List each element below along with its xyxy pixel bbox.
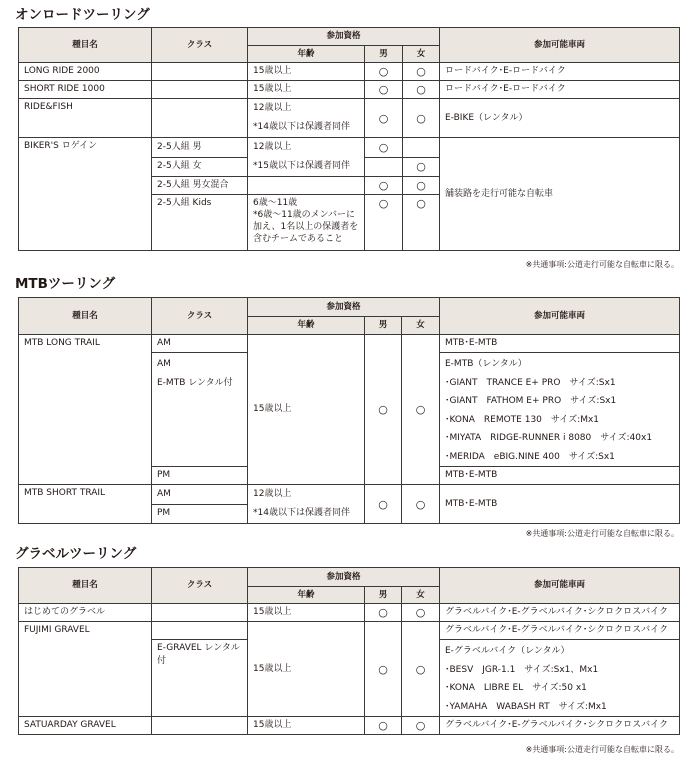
header-male: 男 [365,587,402,604]
table-row [19,604,680,622]
age-cell: 15歳以上 [248,335,365,485]
table-row [19,485,680,505]
male-mark: ○ [365,717,402,735]
class-cell: 2-5人組 男女混合 [152,177,248,195]
header-event: 種目名 [19,28,152,63]
class-cell [152,353,248,467]
female-mark: ○ [403,63,440,81]
age-line: 12歳以上 [253,142,292,152]
age-note: *15歳以下は保護者同伴 [253,161,350,171]
header-age: 年齢 [248,317,365,335]
gravel-table [18,567,680,735]
age-note: *14歳以下は保護者同伴 [253,508,350,518]
header-qualification: 参加資格 [248,28,440,46]
header-male: 男 [365,317,402,335]
header-class: クラス [152,298,248,335]
class-line: AM [157,359,171,369]
vehicle-cell: グラベルバイク･E-グラベルバイク･シクロクロスバイク [440,622,680,640]
vehicle-cell: ロードバイク･E-ロードバイク [440,81,680,99]
female-mark: ○ [402,335,440,485]
section-title-onroad: オンロードツーリング [15,7,150,23]
age-line: 12歳以上 [253,489,292,499]
header-class: クラス [152,28,248,63]
event-name: SHORT RIDE 1000 [19,81,152,99]
event-name: LONG RIDE 2000 [19,63,152,81]
vehicle-line: ･KONA LIBRE EL サイズ:50 x1 [445,683,587,693]
female-mark: ○ [402,717,440,735]
header-age: 年齢 [248,587,365,604]
header-age: 年齢 [248,46,365,63]
female-mark: ○ [403,81,440,99]
female-mark: ○ [402,604,440,622]
header-vehicles: 参加可能車両 [440,298,680,335]
vehicle-line: ･GIANT TRANCE E+ PRO サイズ:Sx1 [445,377,616,388]
event-name: BIKER'S ロゲイン [19,138,152,251]
female-mark: ○ [403,177,440,195]
class-cell: 2-5人組 女 [152,157,248,177]
male-mark: ○ [365,622,402,717]
section-title-mtb: MTBツーリング [15,276,116,292]
note-onroad: ※共通事項:公道走行可能な自転車に限る。 [525,260,679,269]
vehicle-line: ･BESV JGR-1.1 サイズ:Sx1、Mx1 [445,664,599,675]
vehicle-line: ･MIYATA RIDGE-RUNNER i 8080 サイズ:40x1 [445,433,653,443]
header-male: 男 [365,46,403,63]
header-class: クラス [152,568,248,604]
table-row [19,138,680,158]
table-row [19,717,680,735]
table-row [19,99,680,138]
header-female: 女 [403,46,440,63]
male-mark: ○ [365,335,402,485]
female-mark: ○ [403,99,440,138]
event-name: FUJIMI GRAVEL [19,622,152,717]
class-cell: PM [152,467,248,485]
age-note: *6歳～11歳のメンバーに [253,210,356,220]
table-row [19,622,680,640]
vehicle-cell: MTB･E-MTB [440,335,680,353]
note-mtb: ※共通事項:公道走行可能な自転車に限る。 [525,529,679,538]
header-vehicles: 参加可能車両 [440,28,680,63]
header-qualification: 参加資格 [248,568,440,587]
age-cell [248,177,365,195]
class-cell: 2-5人組 男 [152,138,248,158]
class-cell: AM [152,485,248,505]
age-note: 含むチームであること [253,234,344,244]
vehicle-cell: E-BIKE（レンタル） [440,99,680,138]
male-mark: ○ [365,81,403,99]
male-mark: ○ [365,63,403,81]
age-note: *14歳以下は保護者同伴 [253,122,350,132]
vehicle-line: E-グラベルバイク（レンタル） [445,646,570,656]
age-cell [248,138,365,177]
age-cell: 15歳以上 [248,717,365,735]
class-cell: AM [152,335,248,353]
onroad-table [18,27,680,251]
age-cell: 15歳以上 [248,604,365,622]
age-cell: 15歳以上 [248,63,365,81]
class-cell [152,99,248,138]
vehicle-line: ･KONA REMOTE 130 サイズ:Mx1 [445,414,600,425]
vehicle-line: ･YAMAHA WABASH RT サイズ:Mx1 [445,701,607,712]
table-row [19,81,680,99]
male-mark: ○ [365,99,403,138]
vehicle-cell: グラベルバイク･E-グラベルバイク･シクロクロスバイク [440,604,680,622]
header-vehicles: 参加可能車両 [440,568,680,604]
class-cell: E-GRAVEL レンタル付 [152,640,248,717]
female-mark: ○ [402,485,440,524]
male-mark [365,157,403,177]
class-cell: 2-5人組 Kids [152,195,248,251]
section-title-gravel: グラベルツーリング [15,546,137,562]
age-line: 12歳以上 [253,103,292,113]
age-cell [248,195,365,251]
vehicle-line: ･GIANT FATHOM E+ PRO サイズ:Sx1 [445,396,617,406]
class-cell [152,63,248,81]
table-row [19,335,680,353]
male-mark: ○ [365,604,402,622]
male-mark: ○ [365,138,403,158]
event-name: SATUARDAY GRAVEL [19,717,152,735]
vehicle-cell: ロードバイク･E-ロードバイク [440,63,680,81]
vehicle-cell: グラベルバイク･E-グラベルバイク･シクロクロスバイク [440,717,680,735]
class-cell [152,604,248,622]
male-mark: ○ [365,195,403,251]
age-cell [248,485,365,524]
vehicle-cell [440,640,680,717]
age-cell [248,99,365,138]
class-cell [152,622,248,640]
table-row [19,63,680,81]
class-cell [152,81,248,99]
class-cell: PM [152,504,248,524]
mtb-table [18,297,680,524]
class-cell [152,717,248,735]
note-gravel: ※共通事項:公道走行可能な自転車に限る。 [525,745,679,754]
header-female: 女 [402,317,440,335]
header-event: 種目名 [19,568,152,604]
header-female: 女 [402,587,440,604]
vehicle-line: E-MTB（レンタル） [445,359,527,369]
event-name: RIDE&FISH [19,99,152,138]
age-cell: 15歳以上 [248,81,365,99]
vehicle-cell [440,353,680,467]
event-name: MTB SHORT TRAIL [19,485,152,524]
age-line: 6歳～11歳 [253,198,298,208]
event-name: はじめてのグラベル [19,604,152,622]
female-mark [403,138,440,158]
header-qualification: 参加資格 [248,298,440,317]
age-note: 加え、1名以上の保護者を [253,222,359,232]
female-mark: ○ [402,622,440,717]
age-cell: 15歳以上 [248,622,365,717]
class-line: E-MTB レンタル付 [157,377,233,388]
vehicle-cell: 舗装路を走行可能な自転車 [440,138,680,251]
vehicle-cell: MTB･E-MTB [440,485,680,524]
male-mark: ○ [365,177,403,195]
female-mark: ○ [403,195,440,251]
male-mark: ○ [365,485,402,524]
vehicle-line: ･MERIDA eBIG.NINE 400 サイズ:Sx1 [445,451,615,462]
header-event: 種目名 [19,298,152,335]
female-mark: ○ [403,157,440,177]
vehicle-cell: MTB･E-MTB [440,467,680,485]
event-name: MTB LONG TRAIL [19,335,152,485]
